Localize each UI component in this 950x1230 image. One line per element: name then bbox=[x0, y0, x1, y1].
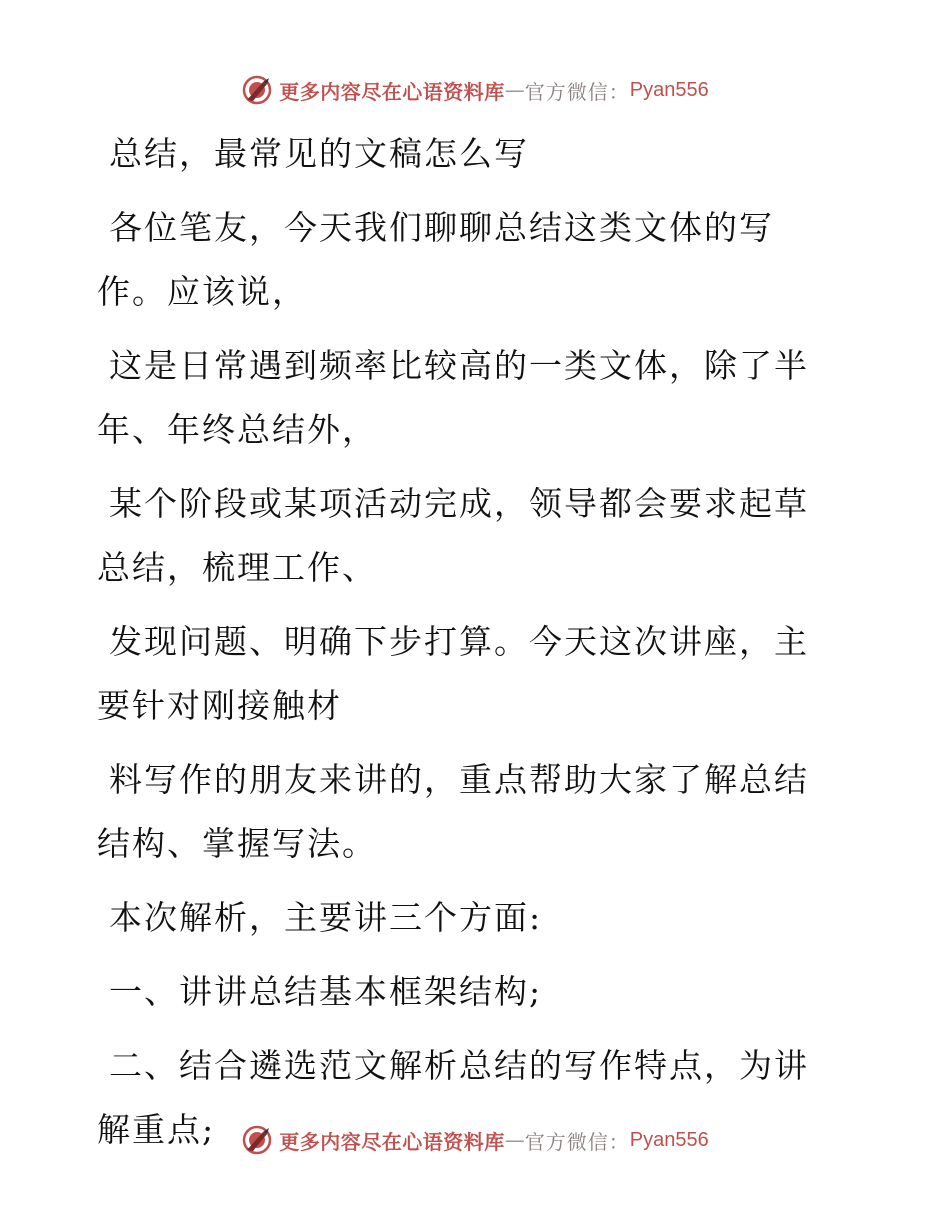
paragraph: 某个阶段或某项活动完成，领导都会要求起草总结，梳理工作、 bbox=[97, 484, 809, 587]
document-body bbox=[97, 122, 837, 1172]
paragraph: 发现问题、明确下步打算。今天这次讲座，主要针对刚接触材 bbox=[97, 622, 809, 725]
quill-logo-icon bbox=[241, 74, 273, 106]
wechat-label: 官方微信： bbox=[524, 79, 630, 104]
paragraph: 料写作的朋友来讲的，重点帮助大家了解总结结构、掌握写法。 bbox=[97, 760, 809, 863]
paragraph: 本次解析，主要讲三个方面: bbox=[109, 898, 543, 937]
header-watermark-banner bbox=[0, 70, 950, 110]
paragraph: 一、讲讲总结基本框架结构; bbox=[109, 972, 543, 1011]
quill-logo-icon bbox=[241, 1124, 273, 1156]
banner-dash: — bbox=[504, 1128, 525, 1152]
wechat-id: Pyan556 bbox=[629, 1128, 709, 1151]
footer-watermark-banner bbox=[0, 1120, 950, 1160]
paragraph: 这是日常遇到频率比较高的一类文体，除了半年、年终总结外， bbox=[97, 346, 809, 449]
site-name-text: 更多内容尽在心语资料库 bbox=[279, 79, 505, 104]
site-name-text: 更多内容尽在心语资料库 bbox=[279, 1129, 505, 1154]
wechat-id: Pyan556 bbox=[629, 78, 709, 101]
wechat-label: 官方微信： bbox=[524, 1129, 630, 1154]
document-title: 总结，最常见的文稿怎么写 bbox=[109, 134, 529, 173]
paragraph: 各位笔友，今天我们聊聊总结这类文体的写作。应该说， bbox=[97, 208, 774, 311]
banner-dash: — bbox=[504, 78, 525, 102]
paragraph: 二、结合遴选范文解析总结的写作特点，为讲解重点; bbox=[97, 1046, 809, 1149]
